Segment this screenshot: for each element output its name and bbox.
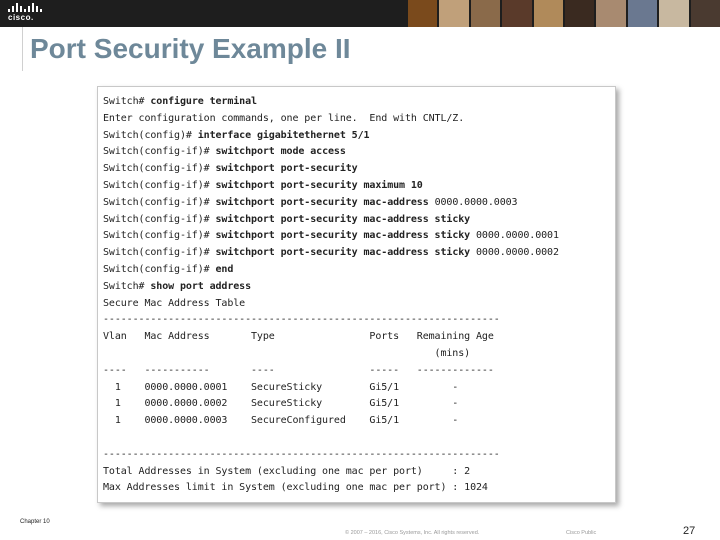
cli-command: interface gigabitethernet 5/1 [197,129,370,141]
cli-text: Switch(config-if)# [103,179,216,191]
cli-line [103,413,559,430]
cli-line [103,464,559,481]
cli-command: end [215,263,234,275]
cli-line [103,111,559,128]
cli-line [103,447,559,464]
cli-screenshot [97,86,616,503]
cli-text: Max Addresses limit in System (excluding one mac per port) : 1024 [103,482,488,494]
cli-text: Switch(config-if)# [103,196,216,208]
cli-line [103,128,559,145]
cisco-logo-text: cisco. [8,13,34,22]
cli-line [103,228,559,245]
cli-line [103,212,559,229]
cli-command: switchport port-security [215,163,358,175]
cli-text: Switch# [103,96,151,107]
cli-line [103,430,559,447]
cli-text: ------------------------------------------------------------------- [103,448,500,460]
cli-text: Switch(config-if)# [103,163,216,175]
cli-text: Switch(config-if)# [103,230,216,242]
cli-text: Enter configuration commands, one per line. End with CNTL/Z. [103,112,465,124]
cli-text: Switch(config-if)# [103,247,216,259]
cli-line [103,178,559,195]
cli-text: 1 0000.0000.0001 SecureSticky Gi5/1 - [103,381,459,393]
cli-text: Switch(config-if)# [103,213,216,225]
cli-command: switchport mode access [215,146,346,158]
top-banner [0,0,720,27]
cli-text: 1 0000.0000.0002 SecureSticky Gi5/1 - [103,398,459,410]
classification-label: Cisco Public [566,530,597,536]
slide-title: Port Security Example II [30,33,351,64]
cli-line [103,195,559,212]
cli-command: switchport port-security mac-address sticky [215,213,471,225]
cli-text: (mins) [103,347,471,359]
cli-text: Switch(config-if)# [103,146,216,158]
cli-line [103,262,559,279]
cisco-logo [8,3,44,24]
cli-command: configure terminal [150,96,257,107]
cli-command: switchport port-security maximum 10 [215,179,423,191]
cli-output [103,94,559,497]
cli-command: show port address [150,280,252,292]
cli-text: Switch(config-if)# [103,263,216,275]
cli-line [103,329,559,346]
cli-text: Switch(config)# [103,129,198,141]
cli-line [103,312,559,329]
cisco-bridge-icon [8,3,44,12]
cli-text: Secure Mac Address Table [103,297,246,309]
cli-line [103,296,559,313]
cli-text: Total Addresses in System (excluding one mac per port) : 2 [103,465,471,477]
cli-line [103,380,559,397]
cli-text: Vlan Mac Address Type Ports Remaining Age [103,331,494,343]
cli-text: 0000.0000.0002 [476,247,559,259]
cli-line [103,245,559,262]
cli-line [103,161,559,178]
chapter-label: Chapter 10 [20,519,50,525]
page-number: 27 [683,525,696,537]
cli-command: switchport port-security mac-address sticky [215,230,477,242]
cli-line [103,94,559,111]
cli-text: 1 0000.0000.0003 SecureConfigured Gi5/1 - [103,415,459,427]
title-divider [22,27,23,71]
cli-line [103,480,559,497]
cli-text: ---- ----------- ---- ----- ------------- [103,364,494,376]
copyright-text: © 2007 – 2016, Cisco Systems, Inc. All rights reserved. [345,530,480,536]
cli-line [103,144,559,161]
cli-text: 0000.0000.0001 [476,230,559,242]
cli-line [103,346,559,363]
cli-line [103,279,559,296]
cli-line [103,396,559,413]
cli-line [103,363,559,380]
header-photo-strip [408,0,720,27]
cli-text: ------------------------------------------------------------------- [103,314,500,326]
cli-command: switchport port-security mac-address [215,196,435,208]
cli-text: Switch# [103,280,151,292]
cli-text: 0000.0000.0003 [434,196,518,208]
cli-command: switchport port-security mac-address sticky [215,247,477,259]
